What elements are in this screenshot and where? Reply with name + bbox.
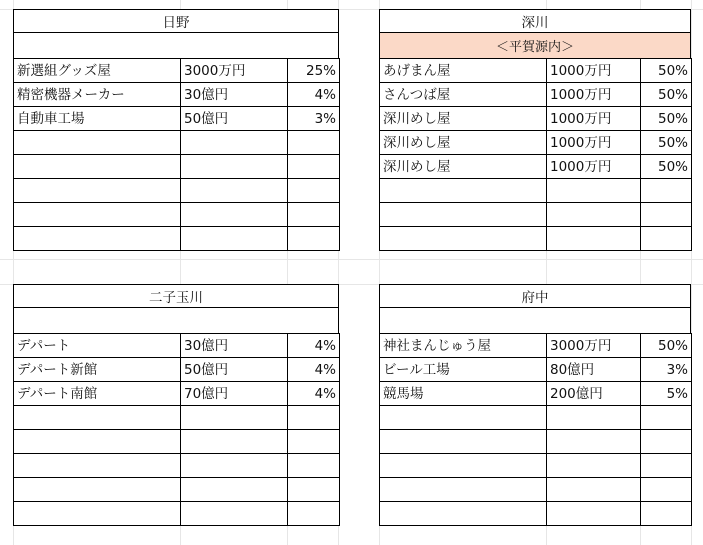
business-name-cell[interactable]: デパート (14, 334, 181, 358)
revenue-cell[interactable] (547, 203, 641, 227)
revenue-cell[interactable]: 1000万円 (547, 107, 641, 131)
business-name-cell[interactable] (380, 502, 547, 526)
revenue-cell[interactable] (181, 227, 288, 251)
percent-cell[interactable] (641, 454, 692, 478)
revenue-cell[interactable] (181, 454, 288, 478)
revenue-cell[interactable]: 70億円 (181, 382, 288, 406)
table-row (14, 430, 340, 454)
percent-cell[interactable]: 5% (641, 382, 692, 406)
percent-cell[interactable] (288, 203, 340, 227)
percent-cell[interactable]: 3% (641, 358, 692, 382)
block-title[interactable]: 府中 (379, 284, 691, 308)
business-name-cell[interactable] (14, 227, 181, 251)
table-row (380, 454, 692, 478)
revenue-cell[interactable]: 1000万円 (547, 59, 641, 83)
business-name-cell[interactable] (14, 179, 181, 203)
revenue-cell[interactable]: 1000万円 (547, 131, 641, 155)
percent-cell[interactable] (641, 227, 692, 251)
revenue-cell[interactable] (547, 406, 641, 430)
business-name-cell[interactable]: デパート新館 (14, 358, 181, 382)
table-row (14, 131, 340, 155)
business-table (13, 58, 340, 251)
business-name-cell[interactable]: 深川めし屋 (380, 107, 547, 131)
revenue-cell[interactable]: 30億円 (181, 334, 288, 358)
business-name-cell[interactable] (14, 131, 181, 155)
table-row (380, 179, 692, 203)
table-row (380, 131, 692, 155)
block-subtitle[interactable] (13, 33, 339, 58)
revenue-cell[interactable]: 1000万円 (547, 155, 641, 179)
table-row (380, 358, 692, 382)
table-row (14, 107, 340, 131)
revenue-cell[interactable]: 1000万円 (547, 83, 641, 107)
business-name-cell[interactable]: 自動車工場 (14, 107, 181, 131)
business-name-cell[interactable] (380, 203, 547, 227)
revenue-cell[interactable]: 50億円 (181, 358, 288, 382)
table-row (14, 358, 340, 382)
table-row (380, 502, 692, 526)
revenue-cell[interactable] (181, 155, 288, 179)
table-row (14, 502, 340, 526)
business-name-cell[interactable]: デパート南館 (14, 382, 181, 406)
revenue-cell[interactable]: 30億円 (181, 83, 288, 107)
revenue-cell[interactable] (181, 179, 288, 203)
percent-cell[interactable] (641, 478, 692, 502)
revenue-cell[interactable] (547, 430, 641, 454)
table-row (380, 203, 692, 227)
business-name-cell[interactable]: さんつば屋 (380, 83, 547, 107)
percent-cell[interactable] (288, 502, 340, 526)
table-row (14, 155, 340, 179)
percent-cell[interactable]: 25% (288, 59, 340, 83)
table-row (380, 155, 692, 179)
block-subtitle[interactable] (379, 308, 691, 333)
table-row (14, 203, 340, 227)
table-row (380, 83, 692, 107)
business-name-cell[interactable] (14, 454, 181, 478)
revenue-cell[interactable]: 3000万円 (181, 59, 288, 83)
table-row (14, 382, 340, 406)
revenue-cell[interactable] (547, 227, 641, 251)
percent-cell[interactable]: 4% (288, 358, 340, 382)
business-name-cell[interactable] (380, 227, 547, 251)
percent-cell[interactable]: 50% (641, 334, 692, 358)
revenue-cell[interactable] (181, 131, 288, 155)
percent-cell[interactable] (641, 179, 692, 203)
block-title[interactable]: 日野 (13, 9, 339, 33)
block-title[interactable]: 二子玉川 (13, 284, 339, 308)
business-name-cell[interactable]: 精密機器メーカー (14, 83, 181, 107)
table-row (380, 227, 692, 251)
business-name-cell[interactable] (14, 155, 181, 179)
percent-cell[interactable]: 4% (288, 382, 340, 406)
revenue-cell[interactable]: 200億円 (547, 382, 641, 406)
table-row (14, 59, 340, 83)
business-name-cell[interactable] (14, 502, 181, 526)
table-row (14, 227, 340, 251)
revenue-cell[interactable]: 50億円 (181, 107, 288, 131)
business-name-cell[interactable] (14, 406, 181, 430)
business-name-cell[interactable]: 神社まんじゅう屋 (380, 334, 547, 358)
business-name-cell[interactable]: 深川めし屋 (380, 155, 547, 179)
revenue-cell[interactable] (547, 454, 641, 478)
block-subtitle[interactable]: ＜平賀源内＞ (379, 33, 691, 58)
business-name-cell[interactable] (380, 430, 547, 454)
table-row (380, 59, 692, 83)
table-row (14, 83, 340, 107)
business-name-cell[interactable] (14, 203, 181, 227)
table-row (380, 382, 692, 406)
block-subtitle[interactable] (13, 308, 339, 333)
percent-cell[interactable] (288, 478, 340, 502)
percent-cell[interactable] (288, 155, 340, 179)
percent-cell[interactable]: 4% (288, 83, 340, 107)
percent-cell[interactable]: 50% (641, 59, 692, 83)
percent-cell[interactable] (641, 203, 692, 227)
revenue-cell[interactable] (181, 203, 288, 227)
table-row (14, 478, 340, 502)
percent-cell[interactable]: 50% (641, 83, 692, 107)
business-name-cell[interactable] (380, 454, 547, 478)
percent-cell[interactable]: 50% (641, 155, 692, 179)
revenue-cell[interactable] (181, 430, 288, 454)
percent-cell[interactable] (288, 179, 340, 203)
business-name-cell[interactable] (380, 478, 547, 502)
table-row (14, 406, 340, 430)
percent-cell[interactable] (288, 454, 340, 478)
business-table (379, 58, 692, 251)
business-name-cell[interactable]: あげまん屋 (380, 59, 547, 83)
revenue-cell[interactable] (181, 478, 288, 502)
table-row (380, 478, 692, 502)
percent-cell[interactable] (641, 430, 692, 454)
revenue-cell[interactable] (547, 478, 641, 502)
percent-cell[interactable]: 50% (641, 107, 692, 131)
revenue-cell[interactable]: 3000万円 (547, 334, 641, 358)
percent-cell[interactable] (288, 430, 340, 454)
business-name-cell[interactable]: 競馬場 (380, 382, 547, 406)
business-name-cell[interactable] (14, 478, 181, 502)
revenue-cell[interactable] (181, 502, 288, 526)
revenue-cell[interactable]: 80億円 (547, 358, 641, 382)
business-name-cell[interactable] (380, 179, 547, 203)
business-name-cell[interactable]: 深川めし屋 (380, 131, 547, 155)
table-row (14, 334, 340, 358)
revenue-cell[interactable] (181, 406, 288, 430)
business-name-cell[interactable] (14, 430, 181, 454)
revenue-cell[interactable] (547, 502, 641, 526)
business-name-cell[interactable]: 新選組グッズ屋 (14, 59, 181, 83)
table-row (380, 107, 692, 131)
business-table (13, 333, 340, 526)
percent-cell[interactable] (641, 406, 692, 430)
table-row (14, 179, 340, 203)
table-row (380, 334, 692, 358)
table-row (380, 430, 692, 454)
percent-cell[interactable] (288, 131, 340, 155)
percent-cell[interactable] (288, 406, 340, 430)
percent-cell[interactable]: 50% (641, 131, 692, 155)
block-title[interactable]: 深川 (379, 9, 691, 33)
revenue-cell[interactable] (547, 179, 641, 203)
table-row (14, 454, 340, 478)
percent-cell[interactable]: 4% (288, 334, 340, 358)
business-name-cell[interactable]: ビール工場 (380, 358, 547, 382)
table-row (380, 406, 692, 430)
percent-cell[interactable] (641, 502, 692, 526)
percent-cell[interactable]: 3% (288, 107, 340, 131)
business-table (379, 333, 692, 526)
percent-cell[interactable] (288, 227, 340, 251)
business-name-cell[interactable] (380, 406, 547, 430)
